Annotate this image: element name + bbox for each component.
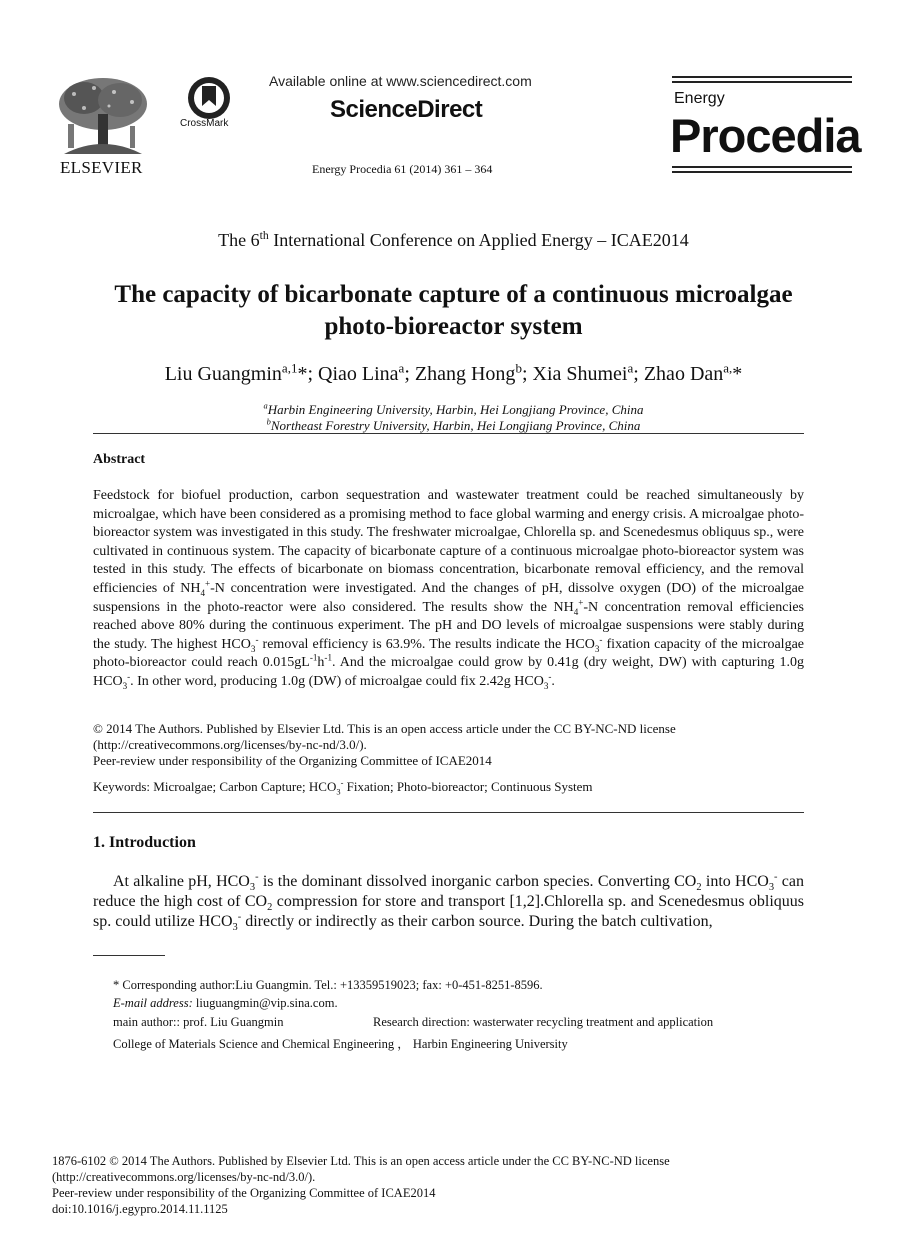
- license-notice: © 2014 The Authors. Published by Elsevier Ltd. This is an open access article under the CC BY-NC-ND license (http://creativecommons.org/licenses/by-nc-nd/3.0/). Peer-review under responsibility of the Organizing Committee of ICAE2014: [93, 721, 804, 769]
- author-name: Zhao Dan: [643, 363, 724, 385]
- affiliation-a: $^a$Harbin Engineering University, Harbin, Hei Longjiang Province, China: [263, 400, 644, 417]
- journal-citation: Energy Procedia 61 (2014) 361 – 364: [312, 162, 493, 176]
- journal-brand-energy: Energy: [674, 90, 725, 107]
- bottom-license-link[interactable]: (http://creativecommons.org/licenses/by-nc-nd/3.0/).: [52, 1170, 316, 1184]
- brand-rule-bottom: [672, 166, 852, 176]
- author-name: Liu Guangmin: [164, 363, 282, 385]
- paper-title: The capacity of bicarbonate capture of a continuous microalgae photo-bioreactor system: [114, 281, 793, 340]
- corresponding-author-note: * Corresponding author:Liu Guangmin. Tel.: +13359519023; fax: +0-451-8251-8596.: [113, 978, 543, 992]
- author-name: Qiao Lina: [318, 363, 399, 385]
- keywords: Keywords: Microalgae; Carbon Capture; $HCO_3^-$ Fixation; Photo-bioreactor; Continuous System: [93, 777, 593, 797]
- doi-link[interactable]: doi:10.1016/j.egypro.2014.11.1125: [52, 1202, 228, 1216]
- crossmark-label: CrossMark: [180, 118, 229, 129]
- affiliation-b: $^b$Northeast Forestry University, Harbin, Hei Longjiang Province, China: [266, 416, 641, 433]
- author-name: Xia Shumei: [532, 363, 628, 385]
- elsevier-wordmark: ELSEVIER: [60, 158, 143, 177]
- introduction-body: At alkaline pH, $HCO_3^-$ is the dominant dissolved inorganic carbon species. Converting $CO_2$ into $HCO_3^-$ can reduce the high cost of $CO_2$ compression for store and transport [1,2].Chlorella sp. and Scenedesmus obliquus sp. could utilize $HCO_3^-$ directly or indirectly as their carbon source. During the batch cultivation,: [93, 871, 805, 934]
- sciencedirect-logo[interactable]: ScienceDirect: [330, 96, 483, 123]
- footnote-rule: [93, 955, 165, 956]
- abstract-body: Feedstock for biofuel production, carbon sequestration and wastewater treatment could be reached simultaneously by microalgae, which have been considered as a promising method to face global warming and energy crisis. A microalgae photo-bioreactor system was investigated in this study. The freshwater microalgae, Chlorella sp. and Scenedesmus obliquus sp., were cultivated in continuous system. The capacity of bicarbonate capture of a continuous microalgae photo-bioreactor system was tested in this study. The effects of bicarbonate on biomass concentration, bicarbonate removal efficiency, and the removal efficiencies of $NH_4^+-N$ concentration were investigated. And the changes of pH, dissolve oxygen (DO) of the microalgae suspensions in the photo-reactor were also considered. The results show the $NH_4^+-N$ concentration removal efficiencies reached above 80% during the continuous experiment. The pH and DO levels of microalgae suspensions were stably during the study. The highest $HCO_3^-$ removal efficiency is 63.9%. The results indicate the $HCO_3^-$ fixation capacity of the microalgae photo-bioreactor could reach $0.015gL^{-1}h^{-1}$. And the microalgae could grow by 0.41g (dry weight, DW) with capturing 1.0g $HCO_3^-$. In other word, producing 1.0g (DW) of microalgae could fix 2.42g $HCO_3^-$.: [93, 488, 804, 691]
- available-online-link[interactable]: Available online at www.sciencedirect.com: [269, 73, 532, 89]
- author-name: Zhang Hong: [414, 363, 516, 385]
- issn-license-line: 1876-6102 © 2014 The Authors. Published by Elsevier Ltd. This is an open access article under the CC BY-NC-ND license: [52, 1154, 670, 1168]
- bottom-peer-review: Peer-review under responsibility of the Organizing Committee of ICAE2014: [52, 1186, 436, 1200]
- email-link[interactable]: liuguangmin@vip.sina.com.: [192, 996, 338, 1010]
- journal-brand-procedia: Procedia: [670, 109, 861, 162]
- main-author-note: main author:: prof. Liu Guangmin: [113, 1015, 284, 1029]
- conference-name: The 6th International Conference on Applied Energy – ICAE2014: [218, 229, 689, 250]
- divider-top: [93, 433, 804, 434]
- section-heading-introduction: 1. Introduction: [93, 834, 196, 851]
- divider-abstract-end: [93, 812, 804, 813]
- abstract-heading: Abstract: [93, 452, 146, 467]
- author-list: Liu Guangmin$^{a,1}$*; Qiao Lina$^a$; Zhang Hong$^b$; Xia Shumei$^a$; Zhao Dan$^{a,}$*: [164, 360, 743, 385]
- email-note: E-mail address: liuguangmin@vip.sina.com.: [113, 996, 338, 1010]
- license-link[interactable]: (http://creativecommons.org/licenses/by-nc-nd/3.0/).: [93, 737, 367, 752]
- college-note: College of Materials Science and Chemical Engineering ， Harbin Engineering University: [113, 1037, 568, 1051]
- research-direction-note: Research direction: wasterwater recycling treatment and application: [373, 1015, 714, 1029]
- brand-rule-top: [672, 76, 852, 88]
